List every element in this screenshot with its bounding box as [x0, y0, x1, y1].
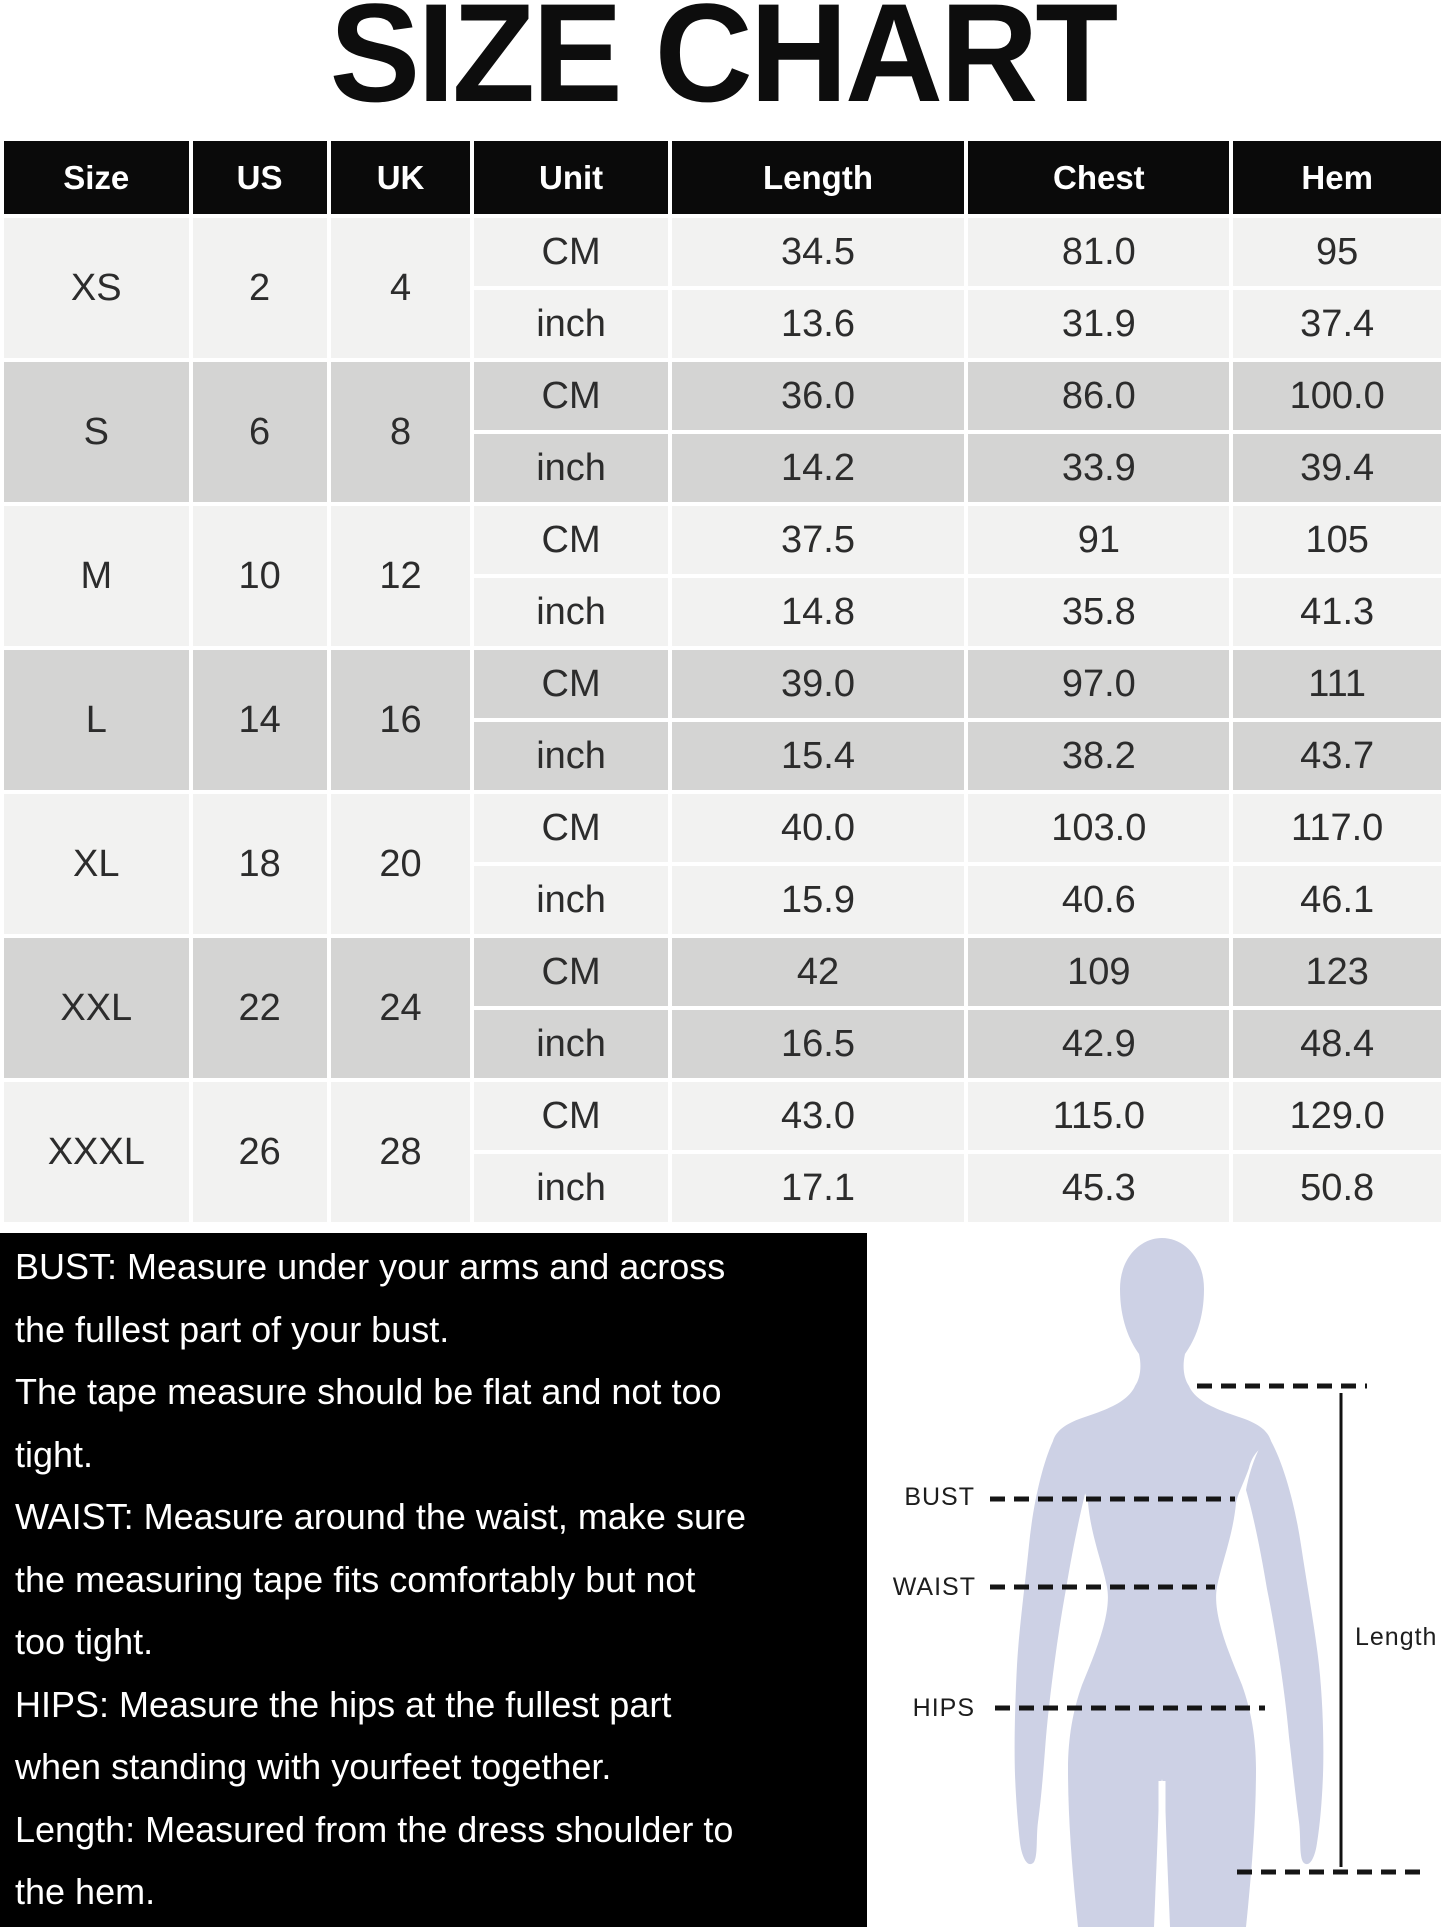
- uk-value: 16: [331, 650, 471, 790]
- us-value: 18: [193, 794, 327, 934]
- hem-cm: 100.0: [1233, 362, 1441, 430]
- uk-value: 20: [331, 794, 471, 934]
- unit-label: CM: [474, 650, 667, 718]
- uk-value: 4: [331, 218, 471, 358]
- length-inch: 17.1: [672, 1154, 965, 1222]
- note-line: the hem.: [15, 1871, 156, 1912]
- uk-value: 8: [331, 362, 471, 502]
- chest-cm: 103.0: [968, 794, 1229, 862]
- us-value: 22: [193, 938, 327, 1078]
- note-line: The tape measure should be flat and not too: [15, 1371, 722, 1412]
- table-row-xxxl-cm: [4, 1082, 1441, 1150]
- unit-label: inch: [474, 434, 667, 502]
- uk-value: 28: [331, 1082, 471, 1222]
- hem-inch: 46.1: [1233, 866, 1441, 934]
- table-row-l-cm: [4, 650, 1441, 718]
- length-cm: 34.5: [672, 218, 965, 286]
- unit-label: inch: [474, 1154, 667, 1222]
- unit-label: inch: [474, 866, 667, 934]
- size-chart-section: [0, 137, 1445, 1226]
- note-line: when standing with yourfeet together.: [15, 1746, 612, 1787]
- note-line: WAIST: Measure around the waist, make sure: [15, 1496, 746, 1537]
- size-label: XXXL: [4, 1082, 189, 1222]
- chest-inch: 45.3: [968, 1154, 1229, 1222]
- chest-inch: 33.9: [968, 434, 1229, 502]
- column-header-unit: Unit: [474, 141, 667, 214]
- chest-cm: 81.0: [968, 218, 1229, 286]
- unit-label: inch: [474, 722, 667, 790]
- measurement-notes: [0, 1233, 867, 1927]
- size-label: XS: [4, 218, 189, 358]
- unit-label: inch: [474, 290, 667, 358]
- size-label: XXL: [4, 938, 189, 1078]
- note-line: the measuring tape fits comfortably but not: [15, 1558, 696, 1600]
- hem-inch: 50.8: [1233, 1154, 1441, 1222]
- us-value: 6: [193, 362, 327, 502]
- unit-label: CM: [474, 506, 667, 574]
- length-cm: 39.0: [672, 650, 965, 718]
- header-row: [4, 141, 1441, 214]
- length-cm: 37.5: [672, 506, 965, 574]
- column-header-chest: Chest: [968, 141, 1229, 214]
- hem-inch: 43.7: [1233, 722, 1441, 790]
- hem-cm: 111: [1233, 650, 1441, 718]
- unit-label: CM: [474, 362, 667, 430]
- hem-inch: 39.4: [1233, 434, 1441, 502]
- uk-value: 12: [331, 506, 471, 646]
- hem-inch: 37.4: [1233, 290, 1441, 358]
- hem-inch: 41.3: [1233, 578, 1441, 646]
- us-value: 14: [193, 650, 327, 790]
- unit-label: inch: [474, 1010, 667, 1078]
- size-label: S: [4, 362, 189, 502]
- us-value: 10: [193, 506, 327, 646]
- size-chart-table: [0, 137, 1445, 1226]
- column-header-length: Length: [672, 141, 965, 214]
- note-line: tight.: [15, 1433, 94, 1475]
- unit-label: CM: [474, 1082, 667, 1150]
- chest-inch: 38.2: [968, 722, 1229, 790]
- length-cm: 40.0: [672, 794, 965, 862]
- length-cm: 36.0: [672, 362, 965, 430]
- column-header-us: US: [193, 141, 327, 214]
- size-label: L: [4, 650, 189, 790]
- note-line: Length: Measured from the dress shoulder to: [15, 1808, 734, 1850]
- chest-inch: 42.9: [968, 1010, 1229, 1078]
- length-cm: 43.0: [672, 1082, 965, 1150]
- hem-cm: 95: [1233, 218, 1441, 286]
- size-label: XL: [4, 794, 189, 934]
- length-inch: 16.5: [672, 1010, 965, 1078]
- length-inch: 13.6: [672, 290, 965, 358]
- hem-cm: 123: [1233, 938, 1441, 1006]
- table-row-xs-cm: [4, 218, 1441, 286]
- unit-label: CM: [474, 794, 667, 862]
- note-line: too tight.: [15, 1621, 154, 1662]
- hips-label: HIPS: [912, 1694, 975, 1722]
- hem-cm: 129.0: [1233, 1082, 1441, 1150]
- unit-label: CM: [474, 938, 667, 1006]
- chest-cm: 97.0: [968, 650, 1229, 718]
- table-row-s-cm: [4, 362, 1441, 430]
- table-row-xxl-cm: [4, 938, 1441, 1006]
- us-value: 26: [193, 1082, 327, 1222]
- note-line: BUST: Measure under your arms and across: [15, 1246, 726, 1287]
- chest-inch: 40.6: [968, 866, 1229, 934]
- chest-inch: 35.8: [968, 578, 1229, 646]
- length-inch: 15.9: [672, 866, 965, 934]
- size-label: M: [4, 506, 189, 646]
- column-header-hem: Hem: [1233, 141, 1441, 214]
- measurement-diagram: [867, 1233, 1445, 1927]
- us-value: 2: [193, 218, 327, 358]
- chest-inch: 31.9: [968, 290, 1229, 358]
- chest-cm: 86.0: [968, 362, 1229, 430]
- length-inch: 14.8: [672, 578, 965, 646]
- waist-label: WAIST: [892, 1573, 976, 1601]
- chest-cm: 115.0: [968, 1082, 1229, 1150]
- column-header-uk: UK: [331, 141, 471, 214]
- page-title: SIZE CHART: [329, 0, 1116, 131]
- table-row-xl-cm: [4, 794, 1441, 862]
- chest-cm: 109: [968, 938, 1229, 1006]
- hem-inch: 48.4: [1233, 1010, 1441, 1078]
- unit-label: inch: [474, 578, 667, 646]
- bust-label: BUST: [904, 1483, 975, 1511]
- note-line: HIPS: Measure the hips at the fullest part: [15, 1683, 672, 1725]
- hem-cm: 105: [1233, 506, 1441, 574]
- right-arm-silhouette: [1246, 1438, 1323, 1864]
- length-label: Length: [1355, 1623, 1438, 1651]
- length-cm: 42: [672, 938, 965, 1006]
- hem-cm: 117.0: [1233, 794, 1441, 862]
- length-inch: 15.4: [672, 722, 965, 790]
- column-header-size: Size: [4, 141, 189, 214]
- uk-value: 24: [331, 938, 471, 1078]
- note-line: the fullest part of your bust.: [15, 1308, 450, 1350]
- length-inch: 14.2: [672, 434, 965, 502]
- unit-label: CM: [474, 218, 667, 286]
- table-row-m-cm: [4, 506, 1441, 574]
- chest-cm: 91: [968, 506, 1229, 574]
